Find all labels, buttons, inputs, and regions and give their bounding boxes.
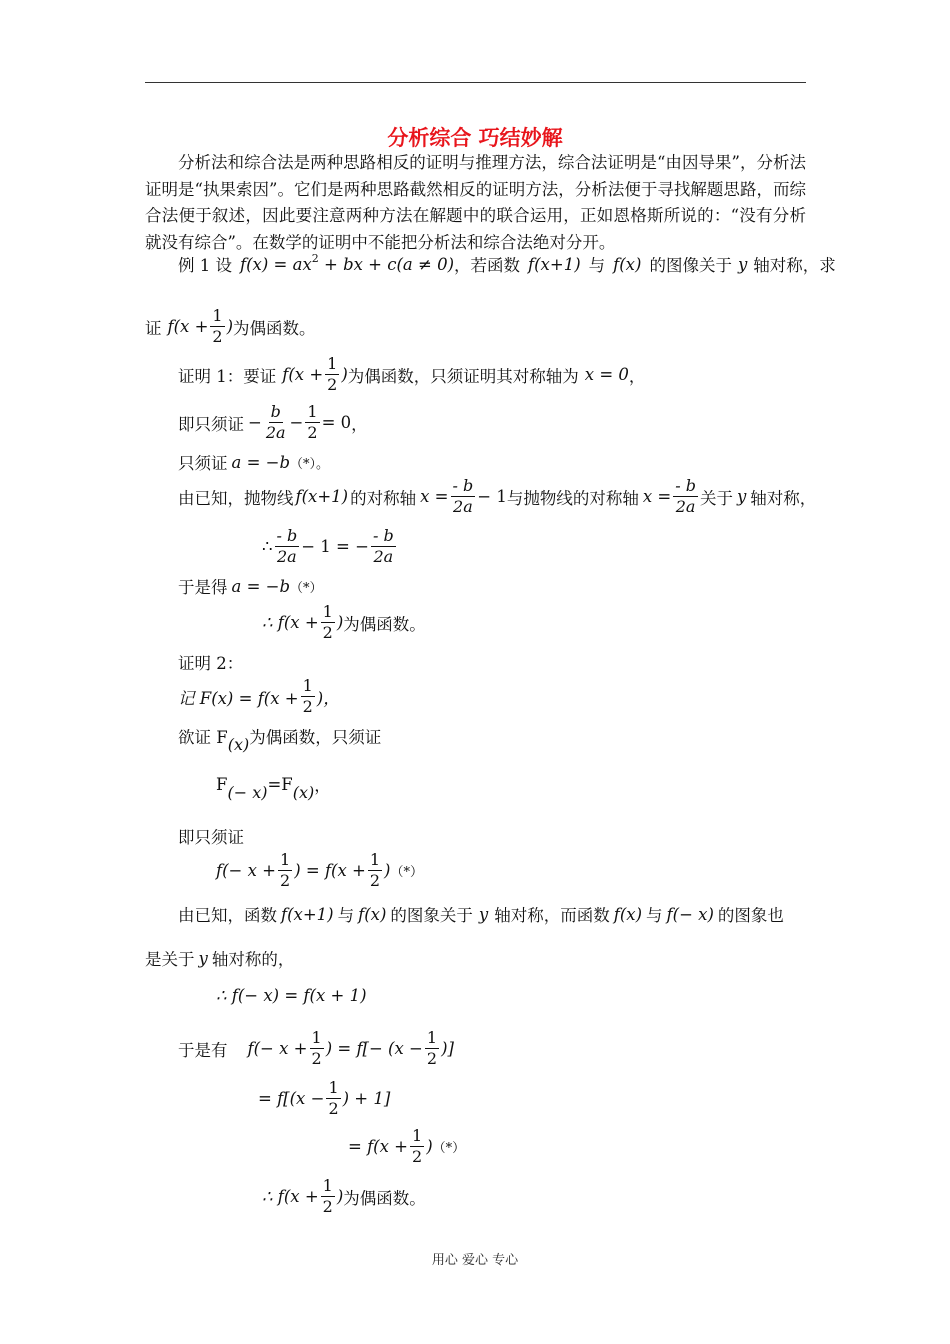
header-rule: [145, 82, 806, 83]
proof2-line-8: ∴ f(− x) = f(x + 1): [216, 986, 367, 1005]
proof2-line-5: f(− x + $\frac{1}{2}$ ) = f(x + $\frac{1}{2}$ ) （*）: [216, 850, 423, 890]
proof1-conclusion: ∴ f(x + $\frac{1}{2}$ ) 为偶函数。: [262, 602, 426, 642]
proof1-line-6: 于是得 a = −b （*）: [178, 576, 323, 597]
proof2-line-1: 记 F(x) = f(x + $\frac{1}{2}$ )，: [178, 676, 340, 716]
proof2-line-2: 欲证 F (x) 为偶函数，只须证: [178, 728, 382, 754]
page-title: 分析综合 巧结妙解: [387, 125, 563, 150]
proof2-conclusion: ∴ f(x + $\frac{1}{2}$ ) 为偶函数。: [262, 1176, 426, 1216]
proof2-line-3: F (− x) =F (x) ，: [216, 774, 331, 802]
proof2-line-6: 由已知，函数 f(x+1) 与 f(x) 的图象关于 y 轴对称，而函数 f(x) 与 f(− x) 的图象也: [178, 904, 784, 925]
proof1-line-4: 由已知，抛物线 f(x+1) 的对称轴 x = $\frac{- b}{2a}$ − 1 与抛物线的对称轴 x = $\frac{- b}{2a}$ 关于 y 轴对称，: [178, 476, 817, 516]
proof1-line-1: 证明 1：要证 f(x + $\frac{1}{2}$ ) 为偶函数，只须证明其对称轴为 x = 0 ，: [178, 354, 646, 394]
given-function: $f(x) = ax^2$ + bx + c(a ≠ 0): [240, 251, 455, 274]
proof1-line-2: 即只须证 − $\frac{b}{2a}$ − $\frac{1}{2}$ = 0 ，: [178, 402, 368, 442]
proof2-line-11: = f(x + $\frac{1}{2}$ ) （*）: [348, 1126, 466, 1166]
proof1-line-5: ∴ $\frac{- b}{2a}$ − 1 = − $\frac{- b}{2a}$: [262, 526, 394, 566]
proof2-line-10: = f[(x − $\frac{1}{2}$ ) + 1]: [258, 1078, 391, 1118]
proof2-label: 证明 2：: [178, 654, 244, 673]
example-line-2: 证 f(x + $\frac{1}{2}$ ) 为偶函数。: [145, 306, 316, 346]
page-footer: 用心 爱心 专心: [431, 1253, 519, 1268]
proof1-line-3: 只须证 a = −b （*）。: [178, 452, 330, 473]
proof2-line-4: 即只须证: [178, 828, 244, 847]
example-line-1: 例 1 设 $f(x) = ax^2$ + bx + c(a ≠ 0) ，若函数 f(x+1) 与 f(x) 的图像关于 y 轴对称，求: [178, 251, 836, 275]
proof2-line-9: 于是有 f(− x + $\frac{1}{2}$ ) = f[− (x − $\frac{1}{2}$ )]: [178, 1028, 454, 1068]
proof2-line-7: 是关于 y 轴对称的，: [145, 948, 295, 969]
intro-paragraph: 分析法和综合法是两种思路相反的证明与推理方法，综合法证明是“由因导果”，分析法证明是“执果索因”。它们是两种思路截然相反的证明方法，分析法便于寻找解题思路，而综合法便于叙述，因此要注意两种方法在解题中的联合运用，正如恩格斯所说的：“没有分析就没有综合”。在数学的证明中不能把分析法和综合法绝对分开。: [145, 153, 806, 252]
fraction-half: $\frac{1}{2}$: [212, 306, 223, 346]
